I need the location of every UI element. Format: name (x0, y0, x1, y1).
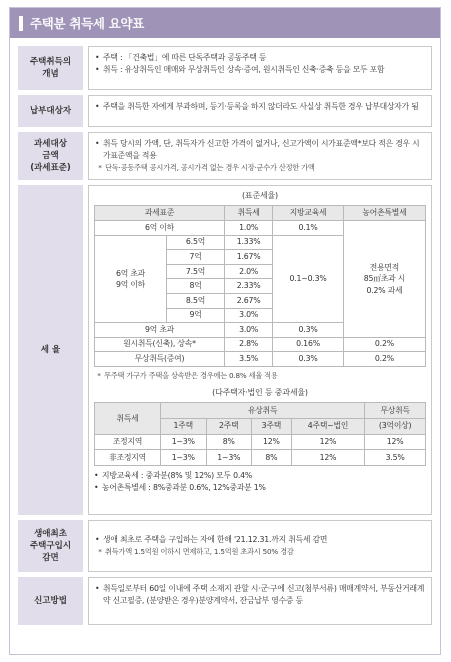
label-report-method: 신고방법 (18, 577, 83, 625)
rural-tax-note: 전용면적 85㎡초과 시 0.2% 과세 (343, 220, 425, 337)
content-report-method (88, 577, 432, 625)
row-label: 조정지역 (95, 434, 161, 450)
table-cell: 0.3% (273, 323, 344, 338)
table-cell: 0.1% (273, 220, 344, 235)
note-text: 단독·공동주택 공시가격, 공시가격 없는 경우 시장·군수가 산정한 가액 (105, 163, 315, 173)
row-tax-rate (18, 185, 432, 515)
bullet-item (95, 138, 425, 162)
bullet-dot: • (94, 482, 99, 492)
table-cell: 8.5억 (167, 293, 225, 308)
row-first-home (18, 520, 432, 572)
asterisk-icon: * (98, 547, 102, 557)
title-bar (10, 8, 440, 38)
summary-rows (10, 38, 440, 625)
table-cell: 0.1~0.3% (273, 235, 344, 323)
header-col: 1주택 (161, 419, 207, 435)
standard-rate-caption: (표준세율) (242, 191, 278, 200)
header-rural-tax: 농어촌특별세 (343, 206, 425, 221)
page-title: 주택분 취득세 요약표 (30, 16, 145, 31)
row-label: 6억 이하 (95, 220, 225, 235)
bullet-dot: • (95, 65, 100, 75)
table-cell: 2.67% (225, 293, 273, 308)
table-cell: 12% (291, 450, 365, 466)
bullet-item (95, 534, 425, 546)
table-cell: 8억 (167, 279, 225, 294)
row-label: 무상취득(증여) (95, 352, 225, 367)
bullet-dot: • (95, 584, 100, 593)
label-tax-base: 과세대상 금액 (과세표준) (18, 132, 83, 180)
summary-frame (9, 7, 441, 655)
content-concept (88, 46, 432, 90)
bullet-text: 주택 : 「건축법」에 따른 단독주택과 공동주택 등 (103, 53, 267, 62)
table-cell: 3.0% (225, 323, 273, 338)
table-cell: 7.5억 (167, 264, 225, 279)
table-cell: 1~3% (161, 450, 207, 466)
header-paid-acquisition: 유상취득 (161, 403, 365, 419)
table-cell: 2.0% (225, 264, 273, 279)
table-cell: 0.2% (343, 337, 425, 352)
row-report-method (18, 577, 432, 625)
bullet-text: 생애 최초로 주택을 구입하는 자에 한해 '21.12.31.까지 취득세 감면 (103, 535, 328, 545)
table-cell: 12% (252, 434, 292, 450)
note-text: 취득가액 1.5억원 이하시 면제하고, 1.5억원 초과시 50% 경감 (105, 547, 294, 557)
row-label: 非조정지역 (95, 450, 161, 466)
table-cell: 8% (206, 434, 252, 450)
table-cell: 3.5% (365, 450, 426, 466)
row-tax-base (18, 132, 432, 180)
content-taxpayer (88, 95, 432, 127)
bullet-dot: • (94, 470, 99, 480)
label-concept: 주택취득의 개념 (18, 46, 83, 90)
table-cell: 9억 (167, 308, 225, 323)
bullet-item (95, 583, 425, 607)
table-cell: 3.0% (225, 308, 273, 323)
row-label: 6억 초과 9억 이하 (95, 235, 167, 323)
bullet-text: 취득일로부터 60일 이내에 주택 소재지 관할 시·군·구에 신고(첨부서류) 매매계약서, 부동산거래계약 신고필증, (분양받은 경우)분양계약서, 잔금납부 영수증 등 (103, 584, 425, 606)
content-tax-base (88, 132, 432, 180)
table-cell: 7억 (167, 250, 225, 265)
row-taxpayer (18, 95, 432, 127)
table-cell: 8% (252, 450, 292, 466)
content-tax-rate (88, 185, 432, 515)
bullet-dot: • (95, 53, 100, 62)
note-item (95, 162, 425, 173)
note-item (95, 546, 425, 557)
bullet-dot: • (95, 102, 100, 111)
label-tax-rate: 세 율 (18, 185, 83, 515)
header-col: 2주택 (206, 419, 252, 435)
note-text: 무주택 가구가 주택을 상속받은 경우에는 0.8% 세율 적용 (104, 370, 278, 380)
header-acquisition-tax: 취득세 (225, 206, 273, 221)
label-first-home: 생애최초 주택구입시 감면 (18, 520, 83, 572)
bullet-item (95, 101, 425, 113)
header-free-acquisition: 무상취득 (365, 403, 426, 419)
table-cell: 12% (291, 434, 365, 450)
table-cell: 3.5% (225, 352, 273, 367)
table-cell: 0.2% (343, 352, 425, 367)
title-marker (19, 16, 23, 31)
bullet-text: 지방교육세 : 중과분(8% 및 12%) 모두 0.4% (102, 470, 253, 480)
bullet-item (95, 52, 425, 64)
surcharge-rate-caption: (다주택자·법인 등 중과세율) (212, 388, 308, 398)
table-cell: 0.16% (273, 337, 344, 352)
table-cell: 1~3% (161, 434, 207, 450)
table-cell: 1.67% (225, 250, 273, 265)
table-cell: 1.33% (225, 235, 273, 250)
label-taxpayer: 납부대상자 (18, 95, 83, 127)
table-cell: 2.8% (225, 337, 273, 352)
table-cell: 1.0% (225, 220, 273, 235)
header-col: 4주택~법인 (291, 419, 365, 435)
table-cell: 1~3% (206, 450, 252, 466)
bullet-item (94, 470, 426, 482)
asterisk-icon: * (97, 370, 101, 380)
row-label: 원시취득(신축), 상속* (95, 337, 225, 352)
bullet-text: 농어촌특별세 : 8%중과분 0.6%, 12%중과분 1% (102, 482, 266, 492)
row-label: 9억 초과 (95, 323, 225, 338)
bullet-dot: • (95, 139, 100, 148)
surcharge-rate-table (94, 402, 426, 465)
bullet-text: 취득 : 유상취득인 매매와 무상취득인 상속·증여, 원시취득인 신축·증축 등을 모두 포함 (103, 65, 385, 75)
header-acquisition-tax: 취득세 (95, 403, 161, 434)
note-item (94, 370, 426, 381)
table-cell: 6.5억 (167, 235, 225, 250)
header-education-tax: 지방교육세 (273, 206, 344, 221)
standard-rate-table (94, 205, 426, 367)
bullet-item (94, 482, 426, 494)
header-col: 3주택 (252, 419, 292, 435)
header-col: (3억이상) (365, 419, 426, 435)
header-tax-base: 과세표준 (95, 206, 225, 221)
bullet-dot: • (95, 535, 100, 545)
content-first-home (88, 520, 432, 572)
asterisk-icon: * (98, 163, 102, 173)
table-cell: 12% (365, 434, 426, 450)
bullet-item (95, 64, 425, 76)
row-concept (18, 46, 432, 90)
bullet-text: 취득 당시의 가액, 단, 취득자가 신고한 가격이 없거나, 신고가액이 시가표준액*보다 적은 경우 시가표준액을 적용 (103, 139, 420, 161)
table-cell: 2.33% (225, 279, 273, 294)
table-cell: 0.3% (273, 352, 344, 367)
bullet-text: 주택을 취득한 자에게 부과하며, 등기·등록을 하지 않더라도 사실상 취득한 경우 납부대상자가 됨 (103, 102, 419, 111)
